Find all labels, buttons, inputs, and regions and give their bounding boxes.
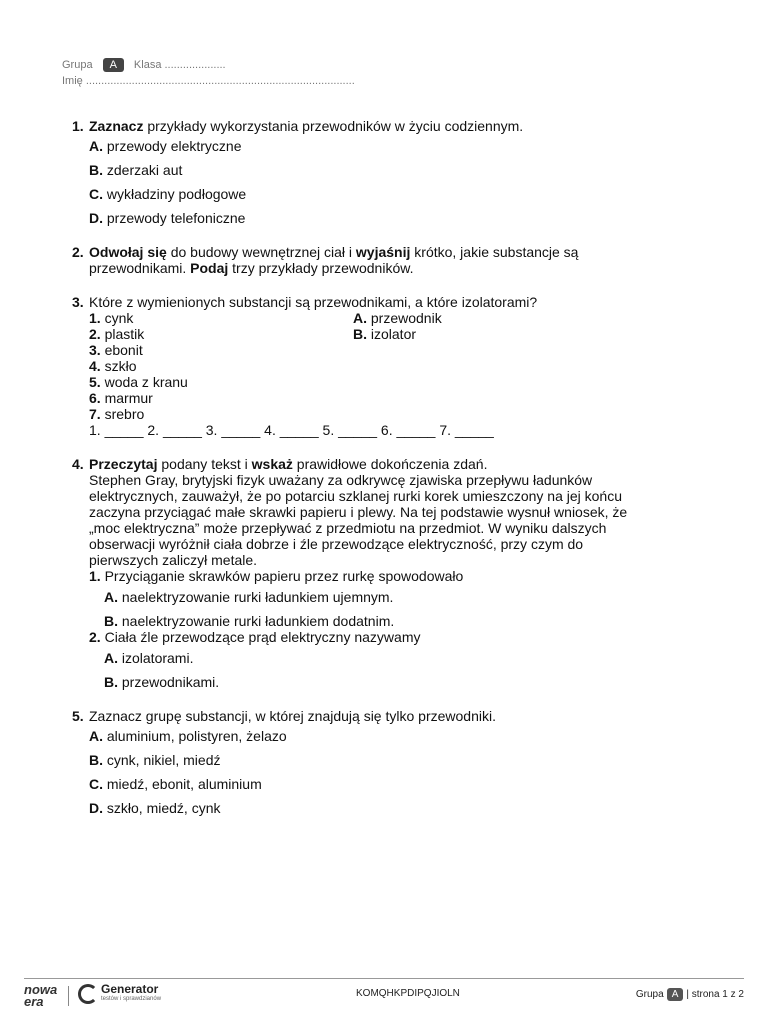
option-b[interactable]: [89, 613, 632, 629]
item-letter: B.: [353, 326, 367, 342]
generator-subtitle: testów i sprawdzianów: [101, 996, 162, 1002]
logo-line: era: [24, 994, 44, 1009]
subquestion-text: [89, 629, 632, 645]
list-item: [89, 358, 353, 374]
subquestion-body: Przyciąganie skrawków papieru przez rurkę spowodowało: [104, 568, 464, 584]
item-text: przewodnik: [370, 310, 442, 326]
list-item: [353, 326, 442, 342]
question-3: [72, 294, 632, 438]
question-number: 5.: [72, 708, 84, 724]
logo-line: nowa: [24, 982, 58, 997]
option-text: wykładziny podłogowe: [106, 186, 247, 202]
option-letter: C.: [89, 186, 103, 202]
item-text: izolator: [370, 326, 417, 342]
generator-logo: [78, 984, 161, 1004]
item-text: szkło: [104, 358, 137, 374]
list-item: [89, 310, 353, 326]
option-letter: A.: [89, 138, 103, 154]
categories-list: [353, 310, 442, 422]
item-number: 4.: [89, 358, 101, 374]
question-text: [89, 456, 632, 472]
option-b[interactable]: [89, 162, 632, 178]
reading-passage: Stephen Gray, brytyjski fizyk uważany za odkrywcę zjawiska przepływu ładunków elektrycznych, zauważył, że po potarciu szklanej rurki korek umieszczony na jej końcu zaczyna przyciągać małe skrawki papieru i plewy. Na tej podstawie wysnuł wniosek, że „moc elektryczna” może przepływać z przedmiotu na przedmiot. W wyniku dalszych obserwacji wyróżnił ciała dobrze i źle przewodzące elektryczność, przy czym do pierwszych zaliczył metale.: [89, 472, 628, 568]
option-a[interactable]: [89, 650, 632, 666]
option-letter: B.: [89, 752, 103, 768]
question-body: prawidłowe dokończenia zdań.: [292, 456, 488, 472]
option-letter: A.: [104, 650, 118, 666]
question-1: [72, 118, 632, 226]
option-c[interactable]: [89, 776, 632, 792]
option-letter: A.: [89, 728, 103, 744]
item-text: srebro: [104, 406, 145, 422]
question-text: Zaznacz grupę substancji, w której znajdują się tylko przewodniki.: [89, 708, 496, 724]
question-text: Które z wymienionych substancji są przewodnikami, a które izolatorami?: [89, 294, 538, 310]
subquestion-2: [89, 629, 632, 690]
option-letter: D.: [89, 210, 103, 226]
option-text: przewodnikami.: [121, 674, 220, 690]
generator-g-icon: [78, 984, 98, 1004]
question-body: podany tekst i: [157, 456, 252, 472]
question-number: 4.: [72, 456, 84, 472]
option-b[interactable]: [89, 674, 632, 690]
item-number: 5.: [89, 374, 101, 390]
option-a[interactable]: [89, 138, 632, 154]
name-line: Imię ........................................................................................: [62, 75, 355, 87]
question-number: 3.: [72, 294, 84, 310]
option-text: przewody elektryczne: [106, 138, 242, 154]
question-number: 1.: [72, 118, 84, 134]
subquestion-text: [89, 568, 632, 584]
nowa-era-logo: [24, 984, 57, 1008]
option-text: naelektryzowanie rurki ładunkiem dodatnim.: [121, 613, 395, 629]
list-item: [89, 374, 353, 390]
item-number: 3.: [89, 342, 101, 358]
list-item: [89, 342, 353, 358]
question-text: [89, 118, 632, 134]
option-text: aluminium, polistyren, żelazo: [106, 728, 287, 744]
question-5: [72, 708, 632, 816]
option-text: cynk, nikiel, miedź: [106, 752, 221, 768]
item-number: 6.: [89, 390, 101, 406]
option-d[interactable]: [89, 800, 632, 816]
list-item: [89, 390, 353, 406]
substances-list: [89, 310, 353, 422]
footer-page-info: [636, 988, 744, 1001]
question-keyword: Odwołaj się: [89, 244, 167, 260]
question-body: trzy przykłady przewodników.: [228, 260, 414, 276]
option-c[interactable]: [89, 186, 632, 202]
generator-text: [101, 984, 161, 1004]
item-number: 7.: [89, 406, 101, 422]
question-body: przykłady wykorzystania przewodników w życiu codziennym.: [143, 118, 524, 134]
option-text: naelektryzowanie rurki ładunkiem ujemnym.: [121, 589, 394, 605]
option-letter: C.: [89, 776, 103, 792]
footer-divider: [24, 978, 744, 979]
question-keyword: wskaż: [251, 456, 293, 472]
subquestion-number: 1.: [89, 568, 101, 584]
item-text: ebonit: [104, 342, 143, 358]
header-group-row: [62, 58, 226, 72]
question-keyword: Zaznacz: [89, 118, 144, 134]
question-number: 2.: [72, 244, 84, 260]
question-4: [72, 456, 632, 690]
item-text: woda z kranu: [104, 374, 188, 390]
class-label: Klasa ....................: [133, 59, 226, 71]
question-keyword: Przeczytaj: [89, 456, 158, 472]
question-body: krótko, jakie substancje są przewodnikami.: [89, 244, 579, 276]
item-number: 1.: [89, 310, 101, 326]
item-number: 2.: [89, 326, 101, 342]
option-text: zderzaki aut: [106, 162, 183, 178]
item-text: plastik: [104, 326, 145, 342]
list-item: [89, 406, 353, 422]
item-letter: A.: [353, 310, 367, 326]
test-code: KOMQHKPDIPQJIOLN: [356, 988, 460, 999]
group-label: Grupa: [62, 59, 93, 71]
option-a[interactable]: [89, 728, 632, 744]
page-footer: [0, 984, 768, 1014]
option-text: szkło, miedź, cynk: [106, 800, 221, 816]
question-body: do budowy wewnętrznej ciał i: [166, 244, 356, 260]
option-letter: B.: [89, 162, 103, 178]
page-number: | strona 1 z 2: [686, 989, 744, 1000]
worksheet-content: [72, 118, 632, 816]
question-2: [72, 244, 632, 276]
question-text: [89, 244, 632, 276]
logo-separator: [68, 986, 69, 1006]
option-text: miedź, ebonit, aluminium: [106, 776, 262, 792]
option-d[interactable]: [89, 210, 632, 226]
answer-blanks[interactable]: 1. _____ 2. _____ 3. _____ 4. _____ 5. _____ 6. _____ 7. _____: [89, 422, 494, 438]
option-letter: B.: [104, 613, 118, 629]
subquestion-1: [89, 568, 632, 629]
group-badge: A: [103, 58, 124, 72]
subquestion-number: 2.: [89, 629, 101, 645]
option-letter: A.: [104, 589, 118, 605]
item-text: cynk: [104, 310, 134, 326]
generator-name: Generator: [101, 982, 159, 996]
footer-group-label: Grupa: [635, 989, 664, 1000]
option-a[interactable]: [89, 589, 632, 605]
option-letter: B.: [104, 674, 118, 690]
footer-group-badge: A: [667, 988, 684, 1001]
list-item: [353, 310, 442, 326]
question-keyword: wyjaśnij: [355, 244, 411, 260]
list-item: [89, 326, 353, 342]
option-b[interactable]: [89, 752, 632, 768]
option-letter: D.: [89, 800, 103, 816]
question-keyword: Podaj: [190, 260, 229, 276]
option-text: izolatorami.: [121, 650, 194, 666]
item-text: marmur: [104, 390, 153, 406]
option-text: przewody telefoniczne: [106, 210, 246, 226]
subquestion-body: Ciała źle przewodzące prąd elektryczny nazywamy: [104, 629, 421, 645]
matching-columns: [89, 310, 632, 422]
